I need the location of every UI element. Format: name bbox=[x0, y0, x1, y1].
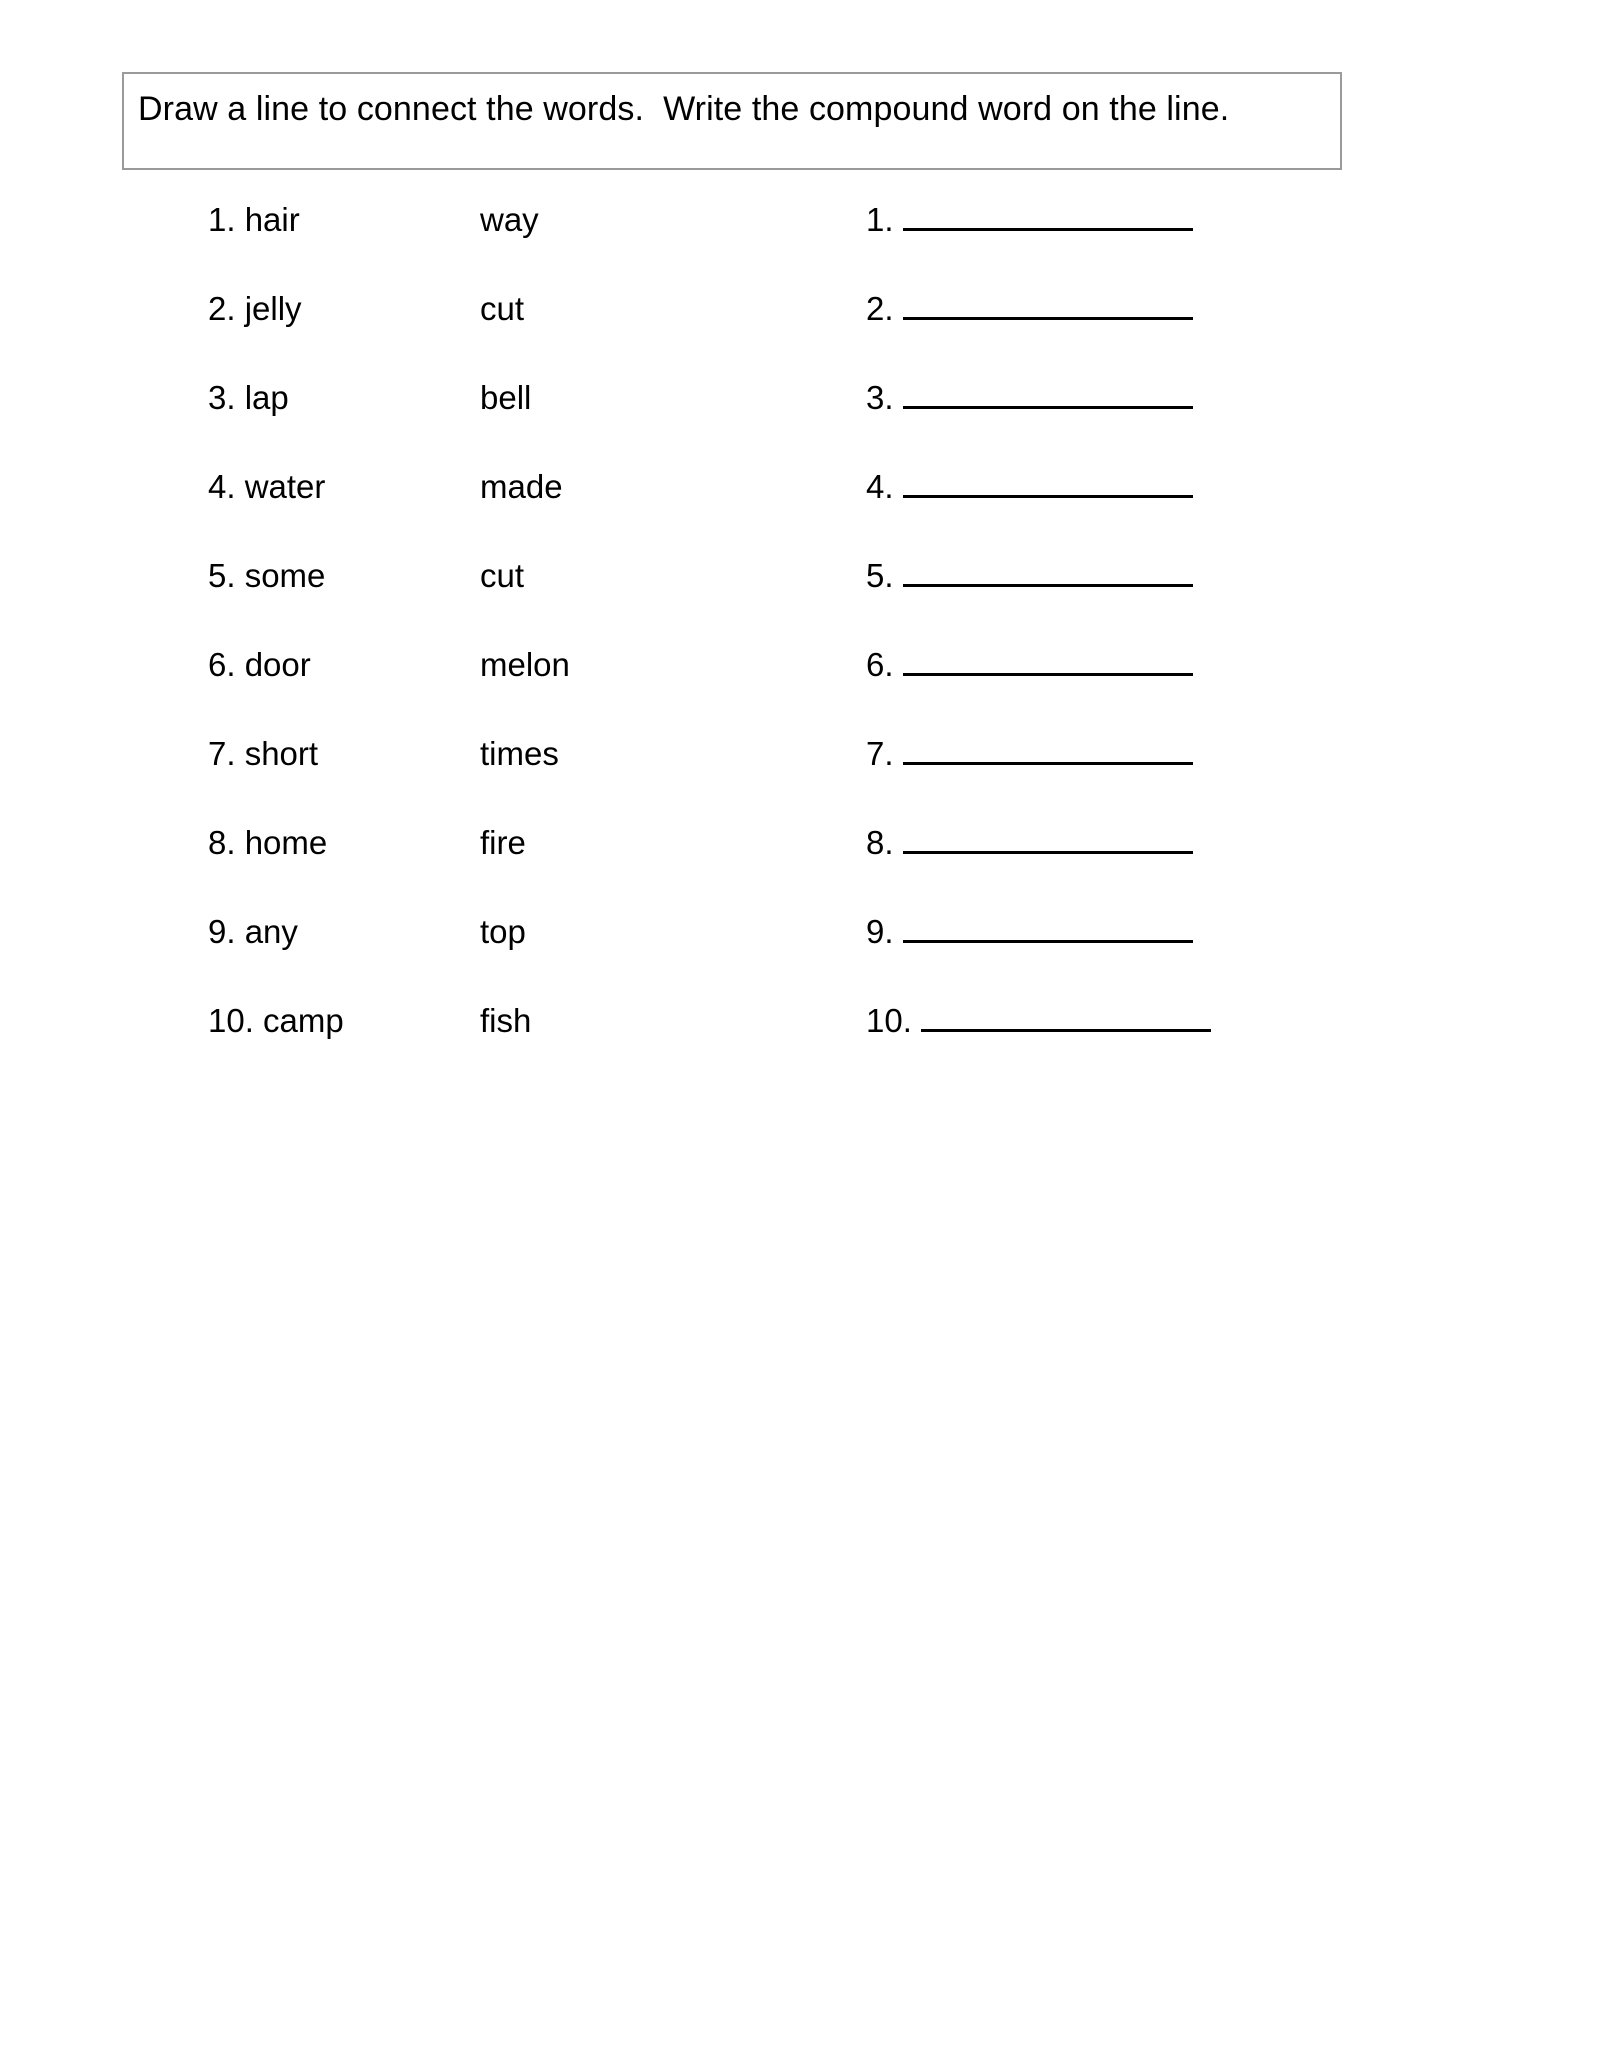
word-part-left[interactable]: 5. some bbox=[208, 557, 326, 594]
worksheet-row bbox=[0, 643, 1600, 732]
answer-entry bbox=[866, 643, 1193, 687]
worksheet-row bbox=[0, 376, 1600, 465]
answer-number: 1. bbox=[866, 201, 894, 238]
worksheet-row bbox=[0, 910, 1600, 999]
answer-entry bbox=[866, 198, 1193, 242]
word-part-right[interactable]: cut bbox=[480, 290, 525, 327]
word-part-left[interactable]: 9. any bbox=[208, 913, 298, 950]
word-part-right[interactable]: fish bbox=[480, 1002, 532, 1039]
answer-entry bbox=[866, 554, 1193, 598]
answer-blank-line[interactable] bbox=[903, 554, 1193, 587]
word-part-right[interactable]: cut bbox=[480, 557, 525, 594]
answer-blank-line[interactable] bbox=[903, 198, 1193, 231]
answer-number: 3. bbox=[866, 379, 894, 416]
word-part-right[interactable]: fire bbox=[480, 824, 526, 861]
answer-blank-line[interactable] bbox=[903, 376, 1193, 409]
answer-blank-line[interactable] bbox=[903, 287, 1193, 320]
answer-blank-line[interactable] bbox=[921, 999, 1211, 1032]
worksheet-row bbox=[0, 821, 1600, 910]
answer-entry bbox=[866, 287, 1193, 331]
worksheet-row bbox=[0, 732, 1600, 821]
word-part-left[interactable]: 3. lap bbox=[208, 379, 289, 416]
answer-number: 5. bbox=[866, 557, 894, 594]
worksheet-row bbox=[0, 554, 1600, 643]
word-part-left[interactable]: 4. water bbox=[208, 468, 326, 505]
answer-entry bbox=[866, 821, 1193, 865]
word-part-left[interactable]: 2. jelly bbox=[208, 290, 302, 327]
worksheet-row bbox=[0, 999, 1600, 1088]
word-part-right[interactable]: melon bbox=[480, 646, 570, 683]
answer-number: 9. bbox=[866, 913, 894, 950]
answer-number: 4. bbox=[866, 468, 894, 505]
answer-number: 10. bbox=[866, 1002, 912, 1039]
answer-entry bbox=[866, 910, 1193, 954]
word-part-left[interactable]: 6. door bbox=[208, 646, 311, 683]
answer-number: 2. bbox=[866, 290, 894, 327]
word-match-list bbox=[0, 198, 1600, 1088]
word-part-right[interactable]: times bbox=[480, 735, 559, 772]
answer-number: 8. bbox=[866, 824, 894, 861]
instruction-text: Draw a line to connect the words. Write the compound word on the line. bbox=[138, 90, 1230, 128]
word-part-right[interactable]: way bbox=[480, 201, 539, 238]
word-part-right[interactable]: top bbox=[480, 913, 526, 950]
answer-entry bbox=[866, 732, 1193, 776]
answer-entry bbox=[866, 465, 1193, 509]
answer-blank-line[interactable] bbox=[903, 465, 1193, 498]
answer-number: 7. bbox=[866, 735, 894, 772]
word-part-left[interactable]: 8. home bbox=[208, 824, 328, 861]
worksheet-row bbox=[0, 198, 1600, 287]
word-part-left[interactable]: 7. short bbox=[208, 735, 319, 772]
instruction-box bbox=[122, 72, 1342, 170]
answer-blank-line[interactable] bbox=[903, 821, 1193, 854]
answer-entry bbox=[866, 376, 1193, 420]
answer-entry bbox=[866, 999, 1211, 1043]
word-part-left[interactable]: 1. hair bbox=[208, 201, 300, 238]
word-part-left[interactable]: 10. camp bbox=[208, 1002, 344, 1039]
word-part-right[interactable]: bell bbox=[480, 379, 532, 416]
answer-number: 6. bbox=[866, 646, 894, 683]
answer-blank-line[interactable] bbox=[903, 732, 1193, 765]
answer-blank-line[interactable] bbox=[903, 910, 1193, 943]
answer-blank-line[interactable] bbox=[903, 643, 1193, 676]
worksheet-row bbox=[0, 287, 1600, 376]
worksheet-row bbox=[0, 465, 1600, 554]
word-part-right[interactable]: made bbox=[480, 468, 563, 505]
